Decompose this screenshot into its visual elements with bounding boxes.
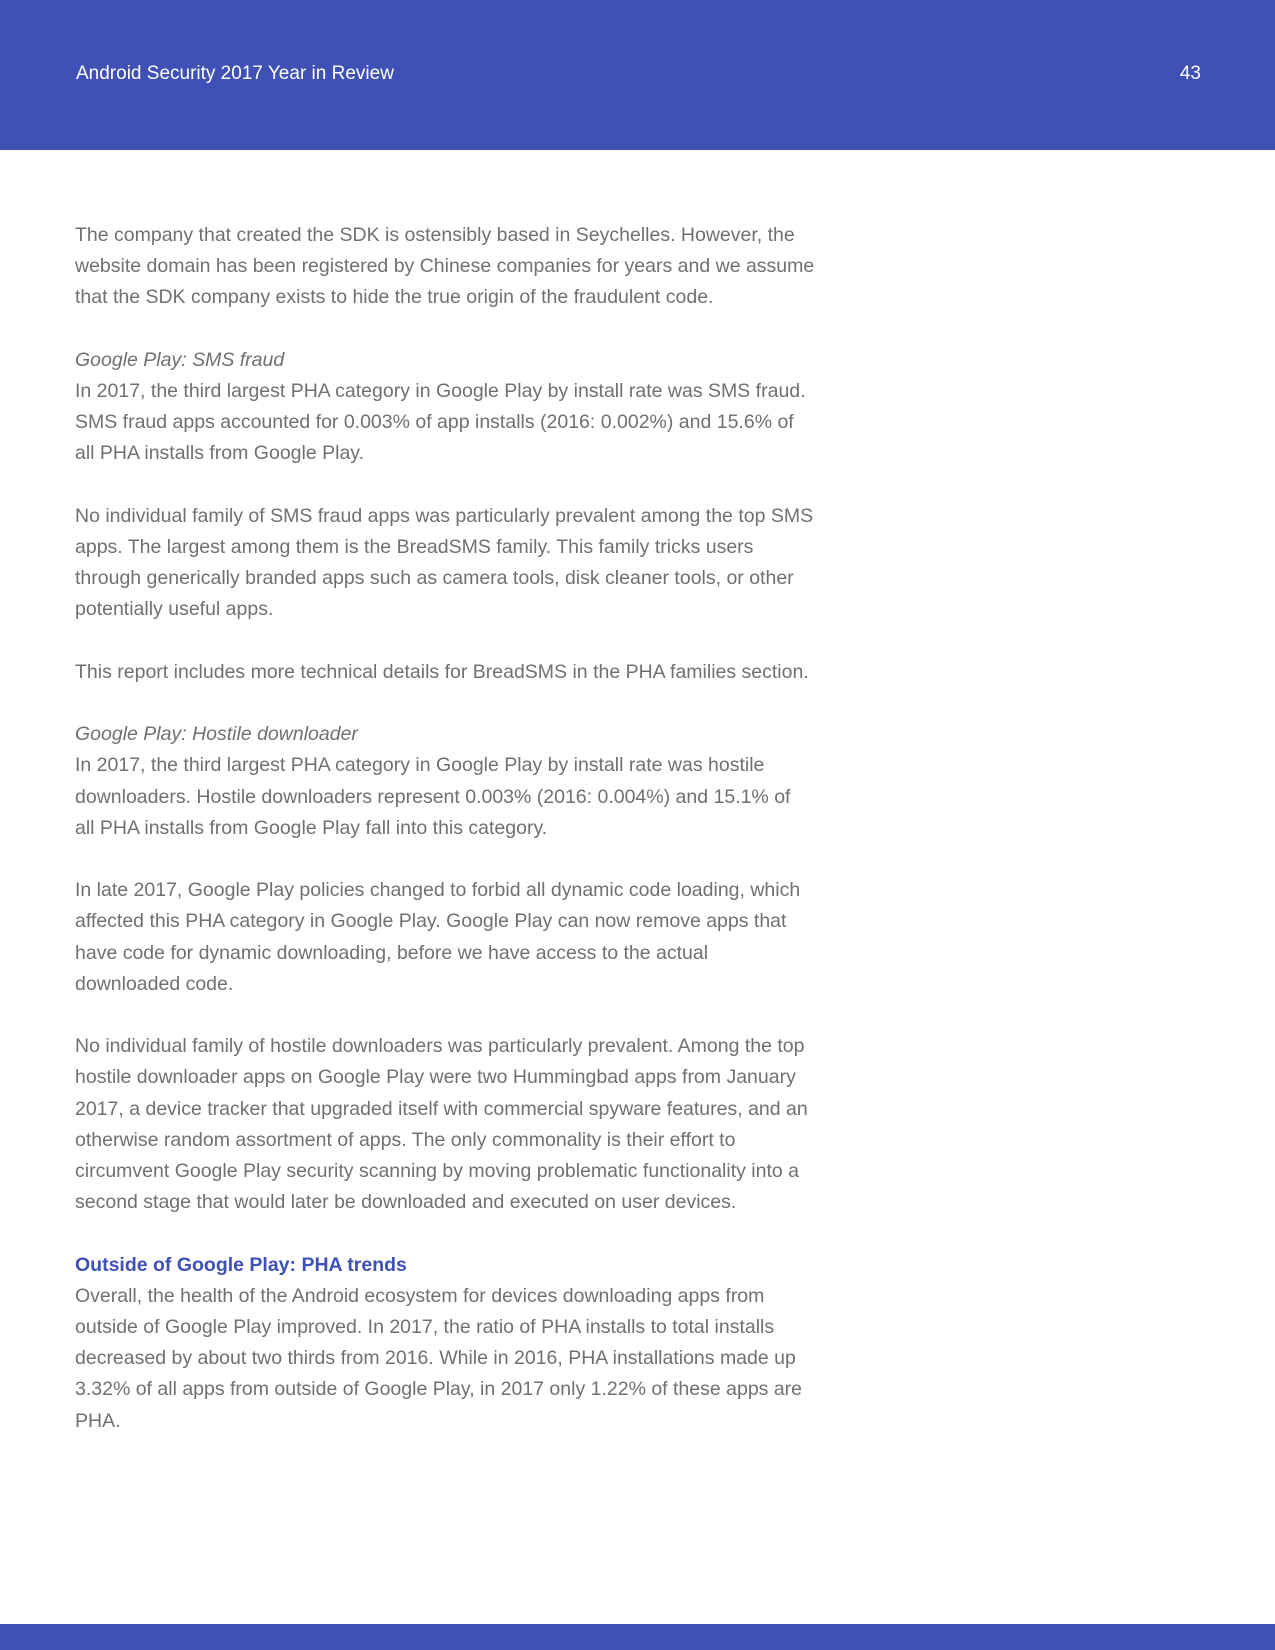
paragraph-outside-google-play: Overall, the health of the Android ecosystem for devices downloading apps from outside of Google Play improved. In 2017, the ratio of PHA installs to total installs decreased by about two thirds from 2016. While in 2016, PHA installations made up 3.32% of all apps from outside of Google Play, in 2017 only 1.22% of these apps are PHA. [75, 1284, 803, 1432]
section-hostile-downloader [75, 719, 815, 844]
section-heading-outside-google-play: Outside of Google Play: PHA trends [75, 1253, 407, 1276]
paragraph-sms-fraud-1: In 2017, the third largest PHA category in Google Play by install rate was SMS fraud. SMS fraud apps accounted for 0.003% of app installs (2016: 0.002%) and 15.6% of all PHA installs from Google Play. [75, 380, 806, 465]
document-title: Android Security 2017 Year in Review [76, 63, 394, 84]
paragraph-hostile-downloader-2: In late 2017, Google Play policies changed to forbid all dynamic code loading, which affected this PHA category in Google Play. Google Play can now remove apps that have code for dynamic downloading, before we have access to the actual downloaded code. [75, 879, 801, 995]
page-number: 43 [1179, 63, 1201, 84]
paragraph-sms-fraud-3: This report includes more technical details for BreadSMS in the PHA families section. [75, 660, 809, 683]
section-outside-google-play [75, 1250, 815, 1437]
subheading-sms-fraud: Google Play: SMS fraud [75, 348, 285, 371]
section-sms-fraud [75, 345, 815, 470]
footer-band [0, 1624, 1275, 1650]
paragraph-hostile-downloader-1: In 2017, the third largest PHA category in Google Play by install rate was hostile downloaders. Hostile downloaders represent 0.003% (2016: 0.004%) and 15.1% of all PHA installs from Google Play fall into this category. [75, 754, 791, 839]
paragraph-hostile-downloader-3: No individual family of hostile downloaders was particularly prevalent. Among the top hostile downloader apps on Google Play were two Hummingbad apps from January 2017, a device tracker that upgraded itself with commercial spyware features, and an otherwise random assortment of apps. The only commonality is their effort to circumvent Google Play security scanning by moving problematic functionality into a second stage that would later be downloaded and executed on user devices. [75, 1035, 808, 1214]
header-band [0, 0, 1275, 150]
paragraph-sdk: The company that created the SDK is ostensibly based in Seychelles. However, the website domain has been registered by Chinese companies for years and we assume that the SDK company exists to hide the true origin of the fraudulent code. [75, 224, 815, 309]
subheading-hostile-downloader: Google Play: Hostile downloader [75, 723, 358, 746]
paragraph-sms-fraud-2: No individual family of SMS fraud apps was particularly prevalent among the top SMS apps. The largest among them is the BreadSMS family. This family tricks users through generically branded apps such as camera tools, disk cleaner tools, or other potentially useful apps. [75, 504, 814, 621]
main-content [75, 220, 815, 1468]
